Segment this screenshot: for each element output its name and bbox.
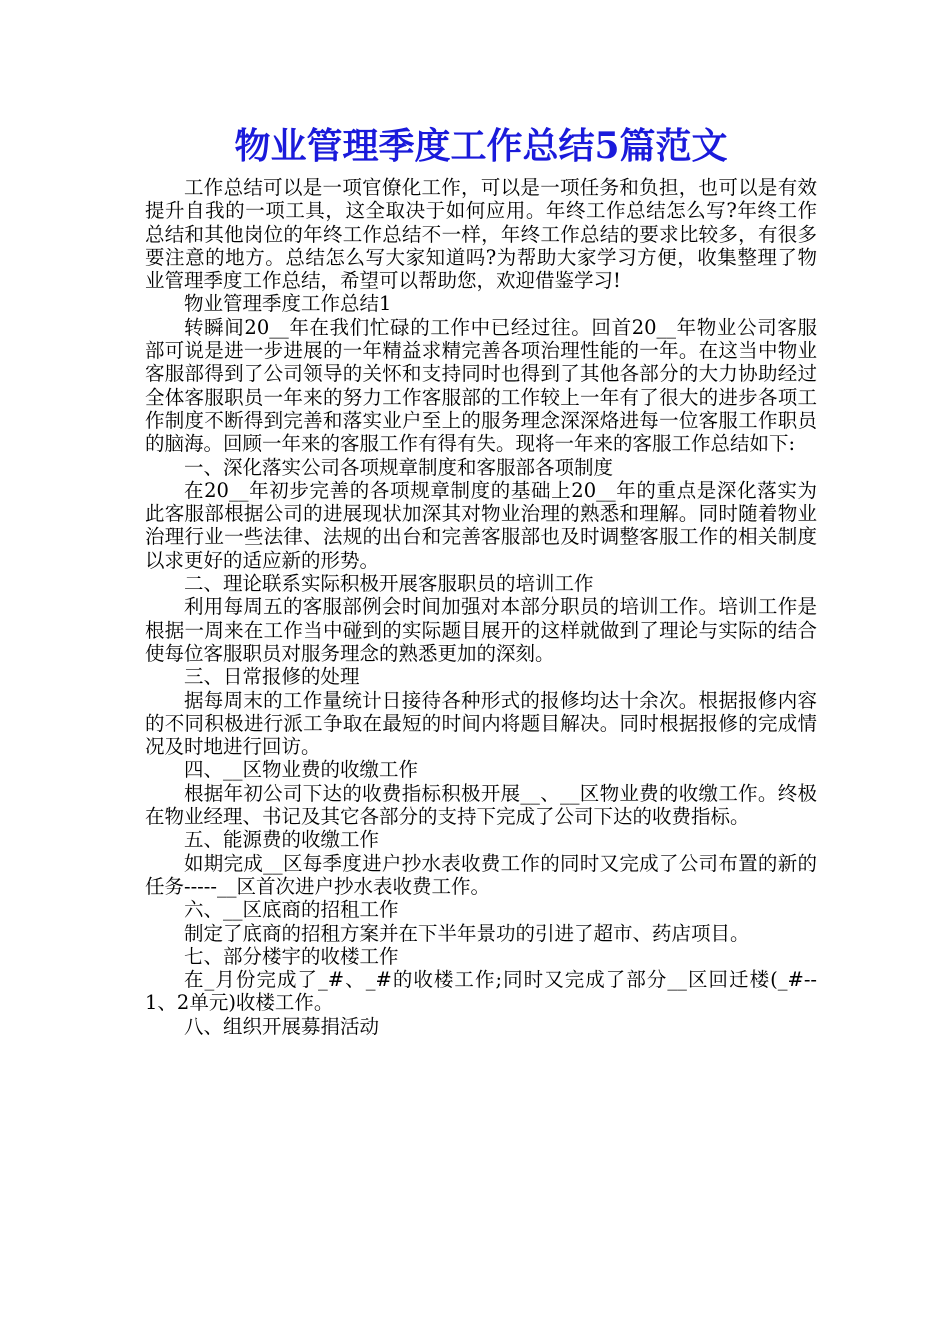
item-heading-5: 五、能源费的收缴工作 xyxy=(184,828,380,852)
item-paragraph-3: 据每周末的工作量统计日接待各种形式的报修均达十余次。根据报修内容的不同积极进行派工争取在最短的时间内将题目解决。同时根据报修的完成情况及时地进行回访。 xyxy=(145,688,817,759)
document-page xyxy=(145,118,817,1038)
item-heading-8: 八、组织开展募捐活动 xyxy=(184,1014,380,1038)
item-paragraph-2: 利用每周五的客服部例会时间加强对本部分职员的培训工作。培训工作是根据一周来在工作当中碰到的实际题目展开的这样就做到了理论与实际的结合使每位客服职员对服务理念的熟悉更加的深刻。 xyxy=(145,595,817,665)
item-heading-6: 六、__区底商的招租工作 xyxy=(184,898,399,922)
item-heading-7: 七、部分楼宇的收楼工作 xyxy=(184,944,399,968)
summary-1-paragraph: 转瞬间20__年在我们忙碌的工作中已经过往。回首20__年物业公司客服部可说是进一步进展的一年精益求精完善各项治理性能的一年。在这当中物业客服部得到了公司领导的关怀和支持同时也得到了其他各部分的大力协助经过全体客服职员一年来的努力工作客服部的工作较上一年有了很大的进步各项工作制度不断得到完善和落实业户至上的服务理念深深烙进每一位客服工作职员的脑海。回顾一年来的客服工作有得有失。现将一年来的客服工作总结如下: xyxy=(145,315,817,456)
item-heading-3: 三、日常报修的处理 xyxy=(184,665,360,689)
item-paragraph-4: 根据年初公司下达的收费指标积极开展__、__区物业费的收缴工作。终极在物业经理、书记及其它各部分的支持下完成了公司下达的收费指标。 xyxy=(145,781,817,829)
item-paragraph-5: 如期完成__区每季度进户抄水表收费工作的同时又完成了公司布置的新的任务-----__区首次进户抄水表收费工作。 xyxy=(145,851,817,898)
section-heading-summary-1: 物业管理季度工作总结1 xyxy=(184,292,392,316)
item-paragraph-1: 在20__年初步完善的各项规章制度的基础上20__年的重点是深化落实为此客服部根据公司的进展现状加深其对物业治理的熟悉和理解。同时随着物业治理行业一些法律、法规的出台和完善客服部也及时调整客服工作的相关制度以求更好的适应新的形势。 xyxy=(145,478,817,572)
item-paragraph-7: 在_月份完成了_#、_#的收楼工作;同时又完成了部分__区回迁楼(_#--1、2单元)收楼工作。 xyxy=(145,968,817,1015)
document-title: 物业管理季度工作总结5篇范文 xyxy=(234,125,728,167)
item-heading-2: 二、理论联系实际积极开展客服职员的培训工作 xyxy=(184,572,594,596)
intro-paragraph: 工作总结可以是一项官僚化工作，可以是一项任务和负担，也可以是有效提升自我的一项工具，这全取决于如何应用。年终工作总结怎么写?年终工作总结和其他岗位的年终工作总结不一样，年终工作总结的要求比较多，有很多要注意的地方。总结怎么写大家知道吗?为帮助大家学习方便，收集整理了物业管理季度工作总结，希望可以帮助您，欢迎借鉴学习! xyxy=(145,176,817,293)
item-heading-4: 四、__区物业费的收缴工作 xyxy=(184,758,419,782)
item-heading-1: 一、深化落实公司各项规章制度和客服部各项制度 xyxy=(184,455,614,479)
item-paragraph-6: 制定了底商的招租方案并在下半年景功的引进了超市、药店项目。 xyxy=(184,921,750,945)
